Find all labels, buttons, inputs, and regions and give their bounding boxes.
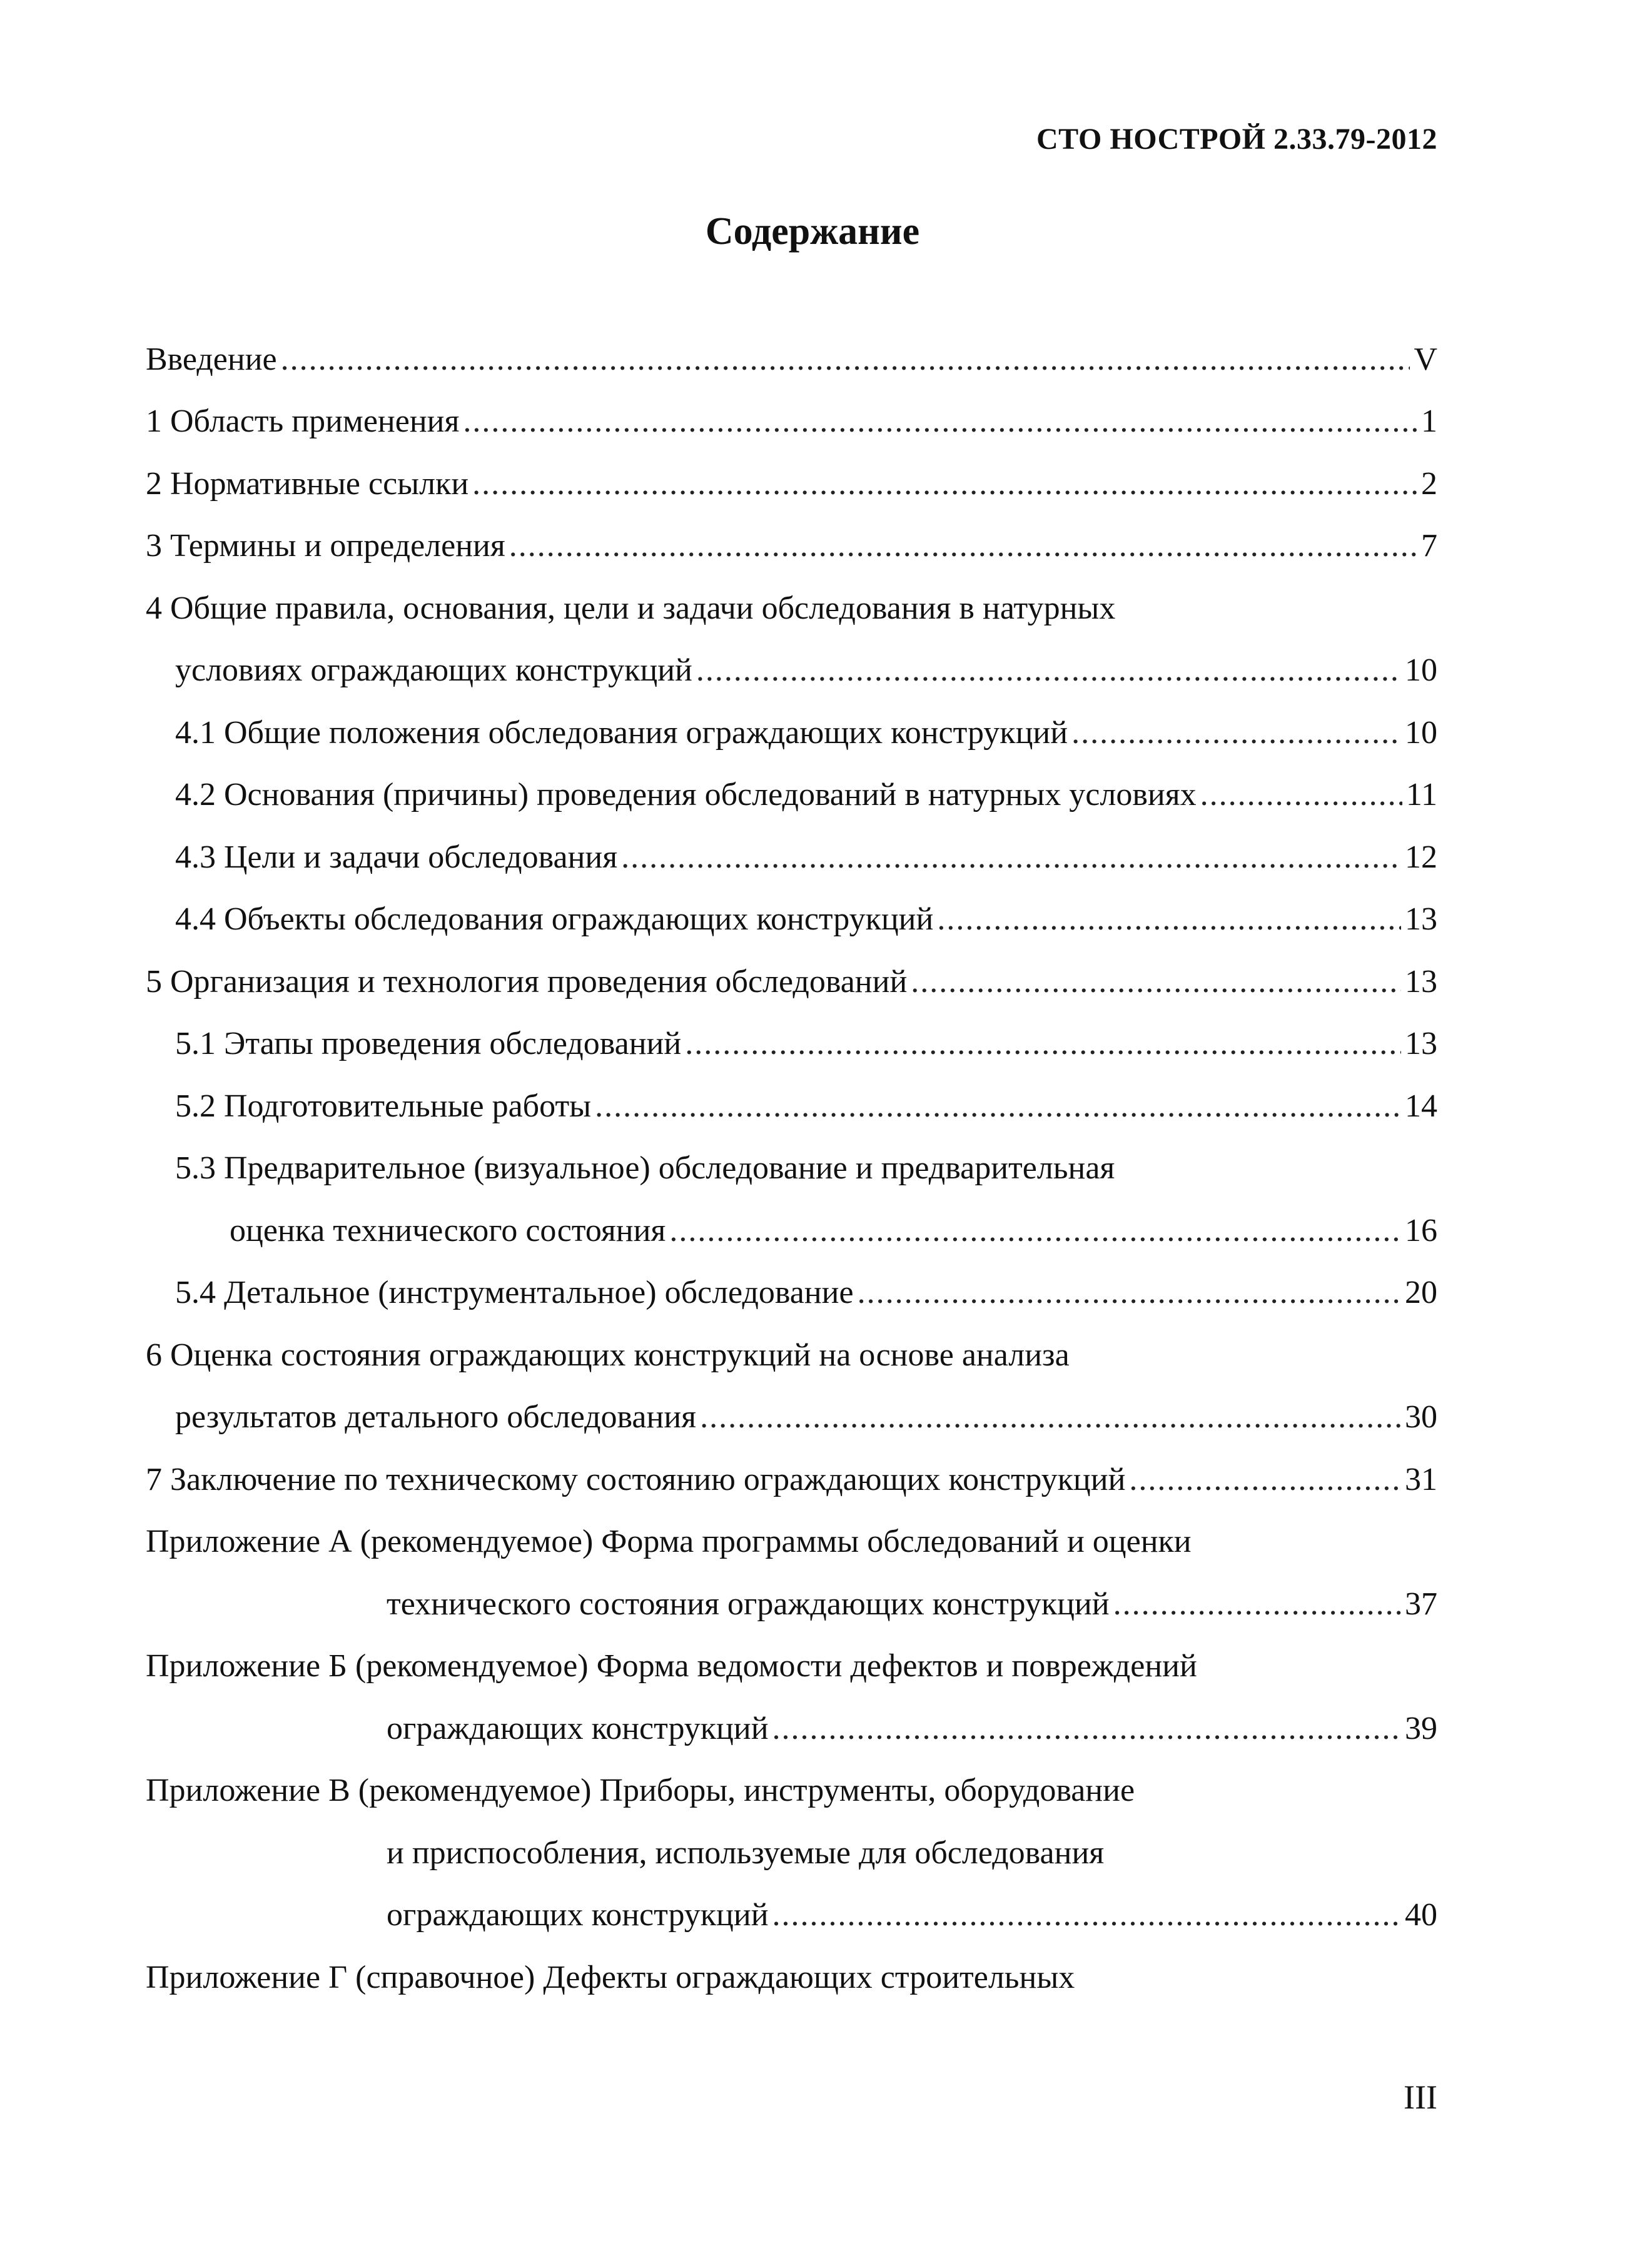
toc-entry-text: результатов детального обследования (175, 1399, 697, 1435)
dot-leader (772, 1710, 1401, 1748)
toc-entry-appendix-v-continuation-2[interactable] (146, 1885, 1437, 1947)
toc-entry-text: 4.2 Основания (причины) проведения обследований в натурных условиях (175, 777, 1197, 813)
page-number: III (1404, 2078, 1437, 2116)
toc-entry-section-4-3[interactable] (146, 826, 1437, 889)
toc-entry-text: 5.3 Предварительное (визуальное) обследование и предварительная (175, 1150, 1115, 1187)
toc-page-number: 14 (1405, 1088, 1437, 1124)
document-code: СТО НОСТРОЙ 2.33.79-2012 (1036, 123, 1437, 156)
toc-entry-text: 2 Нормативные ссылки (146, 465, 469, 502)
toc-entry-section-3[interactable] (146, 515, 1437, 578)
dot-leader (463, 403, 1417, 440)
toc-entry-text: 3 Термины и определения (146, 528, 505, 564)
page-title: Содержание (705, 210, 920, 253)
dot-leader (772, 1896, 1401, 1934)
toc-page-number: 31 (1405, 1461, 1437, 1497)
dot-leader (595, 1088, 1401, 1125)
dot-leader (1113, 1586, 1401, 1623)
toc-entry-text: Введение (146, 341, 277, 377)
toc-entry-section-5-3[interactable] (146, 1138, 1437, 1200)
toc-entry-text: ограждающих конструкций (387, 1897, 769, 1933)
toc-entry-section-4-4[interactable] (146, 889, 1437, 951)
dot-leader (858, 1274, 1401, 1312)
dot-leader (669, 1212, 1401, 1250)
toc-entry-section-4-continuation[interactable] (146, 640, 1437, 702)
toc-page-number: 2 (1421, 465, 1437, 502)
toc-page-number: 10 (1405, 714, 1437, 751)
dot-leader (696, 652, 1401, 689)
toc-entry-appendix-v[interactable] (146, 1760, 1437, 1823)
toc-entry-section-1[interactable] (146, 391, 1437, 453)
toc-entry-text: 5 Организация и технология проведения обследований (146, 963, 908, 1000)
toc-entry-text: и приспособления, используемые для обследования (387, 1835, 1105, 1871)
toc-entry-text: 5.2 Подготовительные работы (175, 1088, 592, 1124)
toc-page-number: 40 (1405, 1897, 1437, 1933)
toc-page-number: 39 (1405, 1710, 1437, 1746)
toc-entry-text: 4.4 Объекты обследования ограждающих конструкций (175, 901, 934, 938)
toc-entry-text: 5.4 Детальное (инструментальное) обследование (175, 1275, 854, 1311)
toc-entry-appendix-v-continuation[interactable] (146, 1822, 1437, 1885)
toc-entry-section-5-2[interactable] (146, 1075, 1437, 1138)
toc-entry-section-6[interactable] (146, 1324, 1437, 1387)
toc-entry-text: 4 Общие правила, основания, цели и задачи обследования в натурных (146, 590, 1116, 626)
toc-entry-text: 1 Область применения (146, 403, 460, 440)
toc-page-number: 20 (1405, 1275, 1437, 1311)
toc-entry-appendix-a-continuation[interactable] (146, 1573, 1437, 1636)
dot-leader (937, 901, 1401, 938)
toc-entry-section-4-2[interactable] (146, 764, 1437, 827)
toc-entry-section-2[interactable] (146, 453, 1437, 515)
dot-leader (911, 963, 1401, 1001)
toc-entry-text: 4.3 Цели и задачи обследования (175, 839, 618, 875)
toc-page-number: 13 (1405, 901, 1437, 938)
toc-page-number: 1 (1421, 403, 1437, 440)
toc-entry-appendix-a[interactable] (146, 1511, 1437, 1574)
toc-page-number: 30 (1405, 1399, 1437, 1435)
toc-entry-text: ограждающих конструкций (387, 1710, 769, 1746)
dot-leader (700, 1399, 1401, 1436)
dot-leader (472, 465, 1417, 503)
toc-entry-introduction[interactable] (146, 328, 1437, 391)
toc-page-number: V (1414, 341, 1437, 377)
toc-entry-text: Приложение В (рекомендуемое) Приборы, инструменты, оборудование (146, 1773, 1135, 1809)
toc-page-number: 13 (1405, 963, 1437, 1000)
toc-page-number: 10 (1405, 652, 1437, 689)
toc-entry-section-6-continuation[interactable] (146, 1387, 1437, 1449)
toc-entry-section-4-1[interactable] (146, 702, 1437, 764)
toc-entry-text: Приложение Б (рекомендуемое) Форма ведомости дефектов и повреждений (146, 1648, 1197, 1684)
toc-page-number: 13 (1405, 1026, 1437, 1062)
dot-leader (509, 527, 1417, 565)
toc-entry-text: условиях ограждающих конструкций (175, 652, 692, 689)
dot-leader (281, 341, 1410, 378)
toc-entry-section-4[interactable] (146, 577, 1437, 640)
table-of-contents (146, 328, 1437, 2009)
toc-page-number: 7 (1421, 528, 1437, 564)
toc-entry-text: Приложение Г (справочное) Дефекты ограждающих строительных (146, 1959, 1075, 1995)
toc-page-number: 16 (1405, 1212, 1437, 1248)
toc-entry-text: оценка технического состояния (230, 1212, 666, 1248)
toc-entry-section-5-4[interactable] (146, 1262, 1437, 1325)
toc-entry-section-5-3-continuation[interactable] (146, 1200, 1437, 1262)
dot-leader (621, 839, 1401, 876)
toc-page-number: 12 (1405, 839, 1437, 875)
toc-entry-text: 5.1 Этапы проведения обследований (175, 1026, 682, 1062)
toc-entry-appendix-g[interactable] (146, 1947, 1437, 2009)
toc-page-number: 11 (1405, 777, 1437, 813)
dot-leader (685, 1025, 1401, 1063)
dot-leader (1200, 776, 1402, 814)
toc-entry-appendix-b-continuation[interactable] (146, 1698, 1437, 1760)
toc-entry-text: технического состояния ограждающих конструкций (387, 1586, 1110, 1622)
toc-entry-section-5-1[interactable] (146, 1013, 1437, 1076)
toc-entry-text: Приложение А (рекомендуемое) Форма программы обследований и оценки (146, 1524, 1192, 1560)
dot-leader (1129, 1461, 1401, 1499)
toc-entry-appendix-b[interactable] (146, 1636, 1437, 1698)
toc-entry-section-5[interactable] (146, 951, 1437, 1013)
toc-entry-text: 4.1 Общие положения обследования ограждающих конструкций (175, 714, 1068, 751)
toc-entry-text: 7 Заключение по техническому состоянию ограждающих конструкций (146, 1461, 1126, 1497)
toc-entry-section-7[interactable] (146, 1449, 1437, 1511)
dot-leader (1071, 714, 1401, 752)
toc-page-number: 37 (1405, 1586, 1437, 1622)
toc-entry-text: 6 Оценка состояния ограждающих конструкций на основе анализа (146, 1337, 1070, 1373)
